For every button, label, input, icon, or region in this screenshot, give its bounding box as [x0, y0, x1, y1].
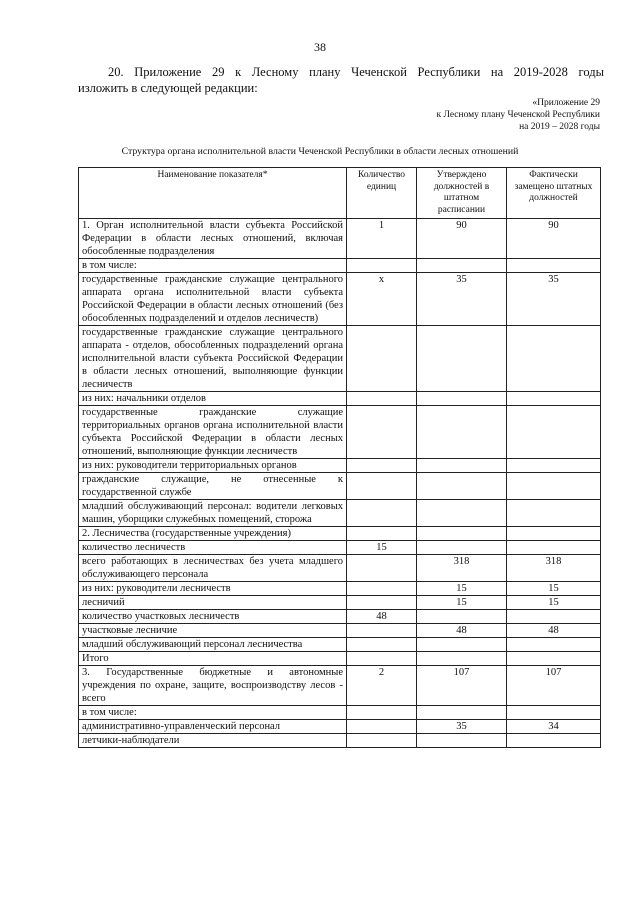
table-row: [79, 326, 601, 392]
row-count: [347, 706, 417, 720]
row-name: 3. Государственные бюджетные и автономные учреждения по охране, защите, воспроизводству лесов - всего: [79, 666, 347, 706]
row-count: [347, 652, 417, 666]
row-name: из них: начальники отделов: [79, 392, 347, 406]
row-approved: [417, 500, 507, 527]
row-actual: [507, 638, 601, 652]
row-name: государственные гражданские служащие центрального аппарата - отделов, обособленных подразделений органа исполнительной власти субъекта Российской Федерации в области лесных отношений, выполняющие функции лесничеств: [79, 326, 347, 392]
row-approved: 35: [417, 720, 507, 734]
row-name: лесничий: [79, 596, 347, 610]
row-count: [347, 500, 417, 527]
row-count: [347, 406, 417, 459]
row-approved: [417, 638, 507, 652]
table-row: [79, 734, 601, 748]
row-name: из них: руководители территориальных органов: [79, 459, 347, 473]
row-approved: [417, 734, 507, 748]
row-name: Итого: [79, 652, 347, 666]
row-approved: [417, 473, 507, 500]
table-row: [79, 624, 601, 638]
row-actual: 48: [507, 624, 601, 638]
table-row: [79, 459, 601, 473]
header-name: Наименование показателя*: [79, 168, 347, 219]
row-count: [347, 259, 417, 273]
table-row: [79, 406, 601, 459]
row-actual: [507, 706, 601, 720]
row-count: 48: [347, 610, 417, 624]
row-count: [347, 734, 417, 748]
row-actual: 15: [507, 582, 601, 596]
row-actual: [507, 259, 601, 273]
header-count: Количество единиц: [347, 168, 417, 219]
table-row: [79, 720, 601, 734]
table-row: [79, 610, 601, 624]
row-actual: 35: [507, 273, 601, 326]
row-approved: [417, 527, 507, 541]
row-count: 2: [347, 666, 417, 706]
row-approved: [417, 326, 507, 392]
row-count: [347, 473, 417, 500]
row-name: государственные гражданские служащие территориальных органов органа исполнительной власти субъекта Российской Федерации в области лесных отношений, выполняющие функции лесничеств: [79, 406, 347, 459]
row-approved: 318: [417, 555, 507, 582]
document-heading: [78, 64, 604, 96]
table-row: [79, 473, 601, 500]
row-name: в том числе:: [79, 706, 347, 720]
row-count: [347, 624, 417, 638]
table-row: [79, 500, 601, 527]
row-count: [347, 527, 417, 541]
table-header-row: [79, 168, 601, 219]
row-name: летчики-наблюдатели: [79, 734, 347, 748]
row-approved: 90: [417, 219, 507, 259]
row-actual: [507, 541, 601, 555]
table-row: [79, 527, 601, 541]
row-approved: [417, 459, 507, 473]
row-approved: [417, 706, 507, 720]
row-approved: 15: [417, 596, 507, 610]
table-row: [79, 596, 601, 610]
table-row: [79, 652, 601, 666]
row-name: участковые лесничие: [79, 624, 347, 638]
row-actual: [507, 500, 601, 527]
row-actual: [507, 527, 601, 541]
row-actual: [507, 392, 601, 406]
row-approved: 35: [417, 273, 507, 326]
row-name: младший обслуживающий персонал: водители легковых машин, уборщики служебных помещений, сторожа: [79, 500, 347, 527]
table-row: [79, 392, 601, 406]
row-count: [347, 392, 417, 406]
row-approved: [417, 610, 507, 624]
row-actual: [507, 406, 601, 459]
row-name: 2. Лесничества (государственные учреждения): [79, 527, 347, 541]
table-row: [79, 582, 601, 596]
row-approved: [417, 406, 507, 459]
row-name: гражданские служащие, не отнесенные к государственной службе: [79, 473, 347, 500]
row-actual: 15: [507, 596, 601, 610]
row-name: государственные гражданские служащие центрального аппарата органа исполнительной власти субъекта Российской Федерации в области лесных отношений (без обособленных подразделений и отделов лесничеств): [79, 273, 347, 326]
table-row: [79, 219, 601, 259]
table-caption: Структура органа исполнительной власти Чеченской Республики в области лесных отношений: [121, 146, 519, 157]
table-row: [79, 541, 601, 555]
table-row: [79, 555, 601, 582]
header-actual: Фактически замещено штатных должностей: [507, 168, 601, 219]
row-approved: [417, 541, 507, 555]
appendix-note-line-1: «Приложение 29: [532, 98, 600, 108]
table-row: [79, 259, 601, 273]
row-actual: 318: [507, 555, 601, 582]
heading-line-2: изложить в следующей редакции:: [78, 81, 258, 95]
row-count: [347, 582, 417, 596]
row-name: из них: руководители лесничеств: [79, 582, 347, 596]
page-number: 38: [314, 40, 326, 54]
row-name: количество лесничеств: [79, 541, 347, 555]
row-count: [347, 596, 417, 610]
appendix-note: [436, 97, 600, 133]
row-name: количество участковых лесничеств: [79, 610, 347, 624]
row-count: [347, 326, 417, 392]
header-approved: Утверждено должностей в штатном расписании: [417, 168, 507, 219]
row-actual: [507, 734, 601, 748]
row-name: административно-управленческий персонал: [79, 720, 347, 734]
row-count: [347, 459, 417, 473]
row-actual: 107: [507, 666, 601, 706]
row-name: в том числе:: [79, 259, 347, 273]
row-count: x: [347, 273, 417, 326]
row-count: [347, 555, 417, 582]
row-actual: [507, 473, 601, 500]
row-actual: 34: [507, 720, 601, 734]
row-actual: 90: [507, 219, 601, 259]
row-count: [347, 638, 417, 652]
table-row: [79, 666, 601, 706]
appendix-note-line-2: к Лесному плану Чеченской Республики: [436, 110, 600, 120]
row-actual: [507, 459, 601, 473]
row-actual: [507, 326, 601, 392]
table-row: [79, 706, 601, 720]
row-name: 1. Орган исполнительной власти субъекта Российской Федерации в области лесных отношений, включая обособленные подразделения: [79, 219, 347, 259]
row-count: 15: [347, 541, 417, 555]
row-actual: [507, 610, 601, 624]
row-actual: [507, 652, 601, 666]
table-row: [79, 273, 601, 326]
row-name: младший обслуживающий персонал лесничества: [79, 638, 347, 652]
row-count: [347, 720, 417, 734]
row-approved: 107: [417, 666, 507, 706]
row-approved: [417, 652, 507, 666]
row-approved: 15: [417, 582, 507, 596]
appendix-note-line-3: на 2019 – 2028 годы: [519, 122, 600, 132]
row-count: 1: [347, 219, 417, 259]
row-approved: 48: [417, 624, 507, 638]
row-name: всего работающих в лесничествах без учета младшего обслуживающего персонала: [79, 555, 347, 582]
heading-line-1: 20. Приложение 29 к Лесному плану Чеченской Республики на 2019-2028 годы: [108, 65, 604, 79]
table-row: [79, 638, 601, 652]
row-approved: [417, 392, 507, 406]
structure-table: [78, 167, 601, 748]
row-approved: [417, 259, 507, 273]
